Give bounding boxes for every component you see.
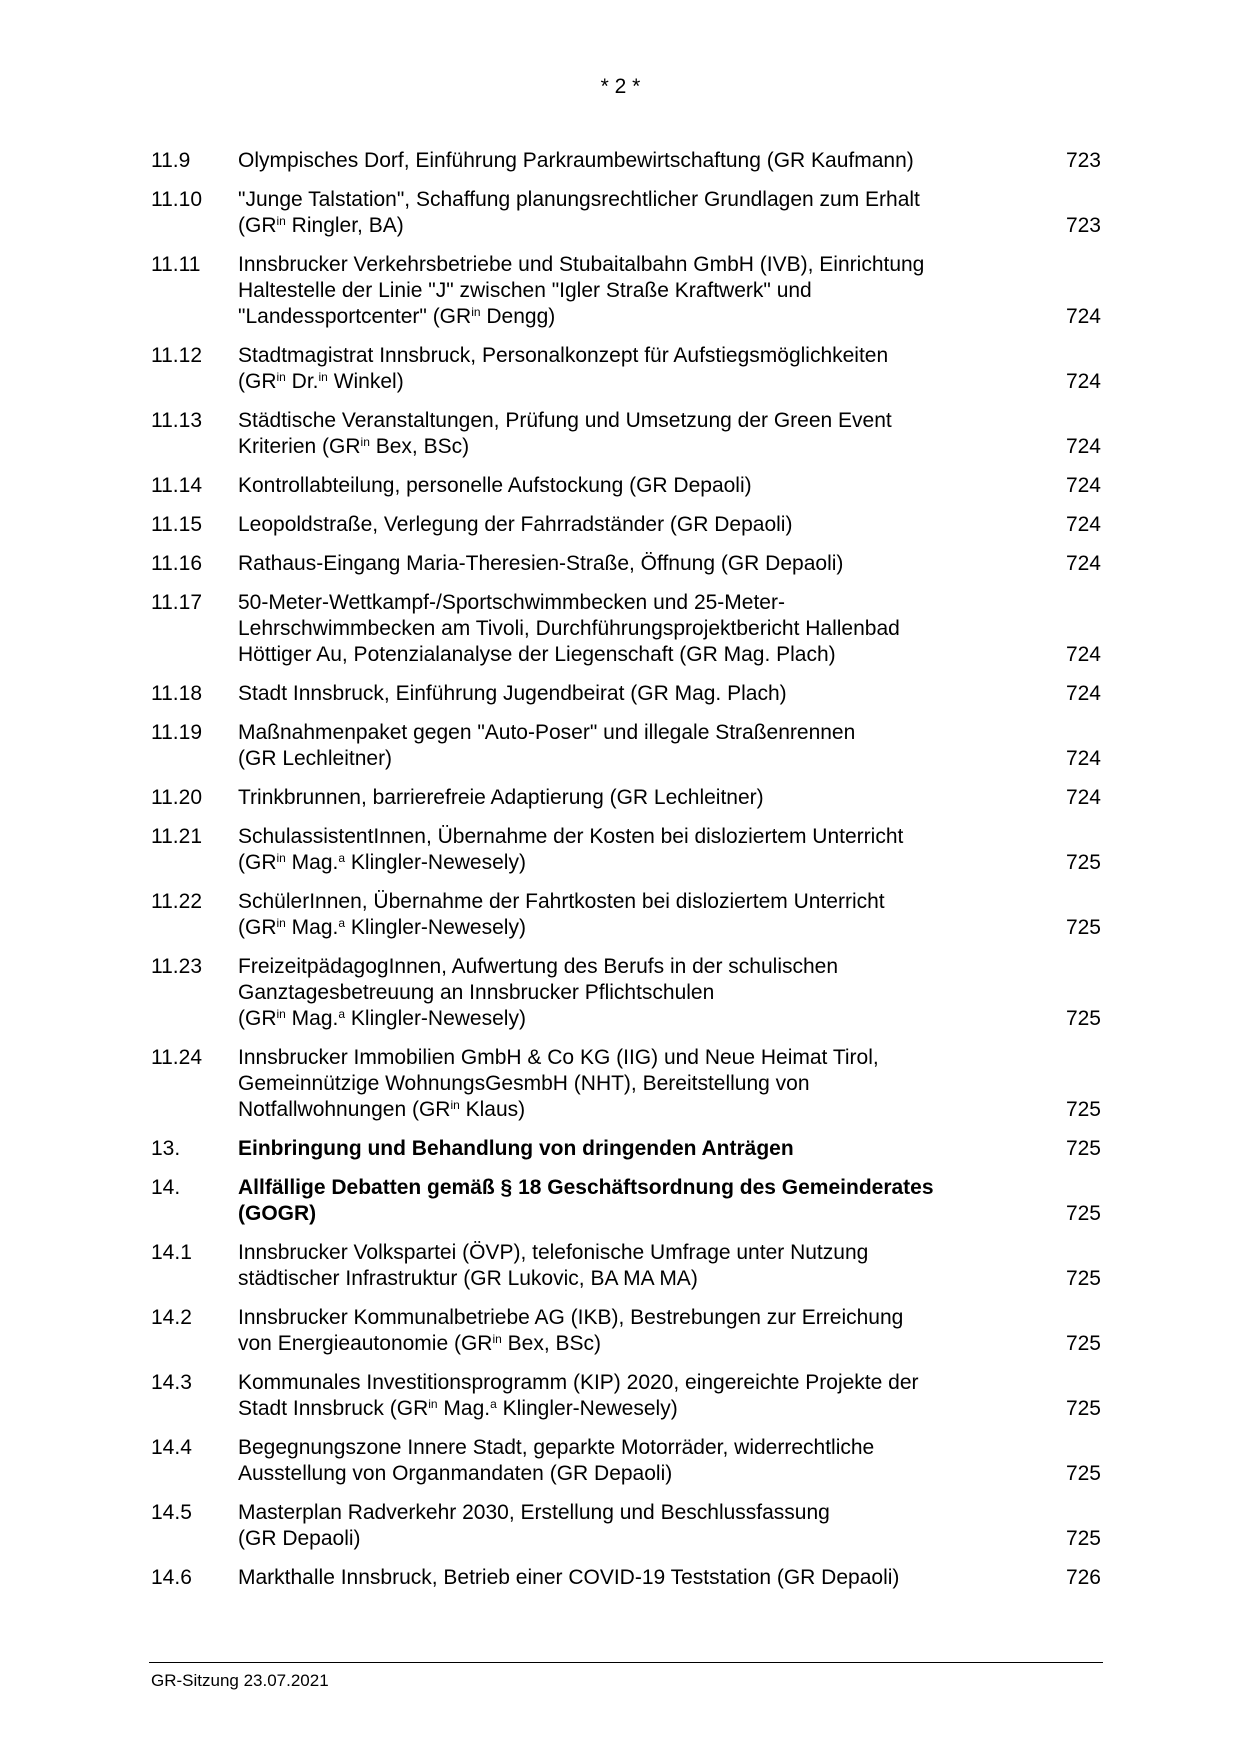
- toc-entry-number: 11.18: [151, 682, 202, 705]
- toc-entry-number: 11.22: [151, 890, 202, 913]
- toc-entry-title-line: Innsbrucker Verkehrsbetriebe und Stubaitalbahn GmbH (IVB), Einrichtung: [238, 253, 925, 276]
- toc-entry-page: 725: [1065, 851, 1101, 874]
- toc-entry-title: [238, 1500, 1008, 1552]
- toc-entry-title-line: ($GR^{in}$ Mag.$^a$ Klingler-Newesely): [238, 1007, 526, 1030]
- toc-entry-number: 11.17: [151, 591, 202, 614]
- toc-entry-number: 11.19: [151, 721, 202, 744]
- toc-entry-number: 11.16: [151, 552, 202, 575]
- toc-entry-title-line: ($GR^{in}$ Ringler, BA): [238, 214, 404, 237]
- toc-entry-number: 11.24: [151, 1046, 202, 1069]
- toc-entry-title: [238, 512, 1008, 538]
- toc-entry-number: 11.10: [151, 188, 202, 211]
- toc-entry-page: 725: [1065, 1267, 1101, 1290]
- toc-entry: [151, 252, 1101, 330]
- toc-entry-title: [238, 473, 1008, 499]
- toc-entry-title-line: Rathaus-Eingang Maria-Theresien-Straße, Öffnung (GR Depaoli): [238, 552, 844, 575]
- toc-entry-number: 14.2: [151, 1306, 192, 1329]
- toc-entry-number: 11.14: [151, 474, 202, 497]
- toc-entry-title-line: 50-Meter-Wettkampf-/Sportschwimmbecken und 25-Meter-: [238, 591, 785, 614]
- toc-entry-title-line: (GR Depaoli): [238, 1527, 361, 1550]
- toc-entry-number: 14.3: [151, 1371, 192, 1394]
- toc-entry-title: [238, 1435, 1008, 1487]
- toc-entry-page: 724: [1065, 747, 1101, 770]
- toc-entry: [151, 1045, 1101, 1123]
- toc-entry-title-line: Trinkbrunnen, barrierefreie Adaptierung (GR Lechleitner): [238, 786, 764, 809]
- page-number: * 2 *: [600, 75, 641, 98]
- toc-entry-title-line: Stadtmagistrat Innsbruck, Personalkonzept für Aufstiegsmöglichkeiten: [238, 344, 889, 367]
- toc-entry-title-line: (GOGR): [238, 1202, 317, 1225]
- toc-entry: [151, 551, 1101, 577]
- toc-entry-title-line: Städtische Veranstaltungen, Prüfung und Umsetzung der Green Event: [238, 409, 892, 432]
- toc-entry-number: 11.23: [151, 955, 202, 978]
- toc-entry-page: 725: [1065, 916, 1101, 939]
- toc-entry-title-line: ($GR^{in}$ Mag.$^a$ Klingler-Newesely): [238, 916, 526, 939]
- toc-entry: [151, 954, 1101, 1032]
- toc-entry-page: 724: [1065, 513, 1101, 536]
- toc-entry-title: [238, 343, 1008, 395]
- toc-entry-page: 724: [1065, 552, 1101, 575]
- toc-entry-title: [238, 1370, 1008, 1422]
- toc-entry-title-line: Ausstellung von Organmandaten (GR Depaoli): [238, 1462, 673, 1485]
- toc-entry-title: [238, 1565, 1008, 1591]
- toc-entry: [151, 1370, 1101, 1422]
- toc-entry-title-line: Markthalle Innsbruck, Betrieb einer COVID-19 Teststation (GR Depaoli): [238, 1566, 900, 1589]
- toc-entry-title-line: Einbringung und Behandlung von dringenden Anträgen: [238, 1137, 794, 1160]
- toc-entry-page: 726: [1065, 1566, 1101, 1589]
- toc-entry-title-line: Lehrschwimmbecken am Tivoli, Durchführungsprojektbericht Hallenbad: [238, 617, 900, 640]
- toc-entry: [151, 889, 1101, 941]
- toc-entry-title-line: Masterplan Radverkehr 2030, Erstellung und Beschlussfassung: [238, 1501, 830, 1524]
- toc-entry: [151, 408, 1101, 460]
- footer-session-date: GR-Sitzung 23.07.2021: [151, 1671, 329, 1690]
- toc-entry-title-line: "Landessportcenter" ($GR^{in}$ Dengg): [238, 305, 556, 328]
- toc-entry-title-line: Innsbrucker Immobilien GmbH & Co KG (IIG) und Neue Heimat Tirol,: [238, 1046, 879, 1069]
- toc-entry-number: 11.12: [151, 344, 202, 367]
- toc-entry: [151, 1175, 1101, 1227]
- toc-entry-title-line: Stadt Innsbruck, Einführung Jugendbeirat (GR Mag. Plach): [238, 682, 787, 705]
- toc-entry-number: 14.5: [151, 1501, 192, 1524]
- table-of-contents: [151, 148, 1101, 1604]
- toc-entry-title-line: Ganztagesbetreuung an Innsbrucker Pflichtschulen: [238, 981, 715, 1004]
- toc-entry-page: 725: [1065, 1527, 1101, 1550]
- toc-entry-title-line: Innsbrucker Volkspartei (ÖVP), telefonische Umfrage unter Nutzung: [238, 1241, 869, 1264]
- toc-entry-number: 13.: [151, 1137, 181, 1160]
- toc-entry-number: 11.11: [151, 253, 201, 276]
- toc-entry-page: 724: [1065, 682, 1101, 705]
- toc-entry-title: [238, 408, 1008, 460]
- toc-entry-title: [238, 1175, 1008, 1227]
- toc-entry-number: 14.6: [151, 1566, 192, 1589]
- toc-entry-title: [238, 720, 1008, 772]
- toc-entry-number: 14.4: [151, 1436, 192, 1459]
- toc-entry-number: 11.20: [151, 786, 202, 809]
- toc-entry-title-line: "Junge Talstation", Schaffung planungsrechtlicher Grundlagen zum Erhalt: [238, 188, 920, 211]
- toc-entry-number: 11.13: [151, 409, 202, 432]
- toc-entry-page: 725: [1065, 1332, 1101, 1355]
- toc-entry-number: 11.9: [151, 149, 191, 172]
- toc-entry-title-line: Kriterien ($GR^{in}$ Bex, BSc): [238, 435, 470, 458]
- toc-entry: [151, 473, 1101, 499]
- toc-entry-number: 11.15: [151, 513, 202, 536]
- toc-entry: [151, 1500, 1101, 1552]
- toc-entry-title-line: städtischer Infrastruktur (GR Lukovic, BA MA MA): [238, 1267, 698, 1290]
- toc-entry-title: [238, 1305, 1008, 1357]
- toc-entry-title: [238, 954, 1008, 1032]
- toc-entry-title-line: Haltestelle der Linie "J" zwischen "Igler Straße Kraftwerk" und: [238, 279, 812, 302]
- toc-entry-title-line: Allfällige Debatten gemäß § 18 Geschäftsordnung des Gemeinderates: [238, 1176, 934, 1199]
- toc-entry-title-line: FreizeitpädagogInnen, Aufwertung des Berufs in der schulischen: [238, 955, 839, 978]
- toc-entry-page: 724: [1065, 305, 1101, 328]
- toc-entry-title: [238, 1136, 1008, 1162]
- toc-entry-title-line: SchulassistentInnen, Übernahme der Kosten bei disloziertem Unterricht: [238, 825, 904, 848]
- toc-entry-title: [238, 681, 1008, 707]
- toc-entry-title-line: Leopoldstraße, Verlegung der Fahrradständer (GR Depaoli): [238, 513, 793, 536]
- toc-entry: [151, 785, 1101, 811]
- toc-entry-title: [238, 1240, 1008, 1292]
- toc-entry-title-line: Notfallwohnungen ($GR^{in}$ Klaus): [238, 1098, 526, 1121]
- toc-entry: [151, 1240, 1101, 1292]
- toc-entry-page: 724: [1065, 786, 1101, 809]
- toc-entry-page: 725: [1065, 1397, 1101, 1420]
- toc-entry-title: [238, 590, 1008, 668]
- toc-entry-number: 11.21: [151, 825, 202, 848]
- toc-entry-title: [238, 1045, 1008, 1123]
- toc-entry-page: 724: [1065, 370, 1101, 393]
- toc-entry-page: 724: [1065, 435, 1101, 458]
- toc-entry-title: [238, 824, 1008, 876]
- toc-entry: [151, 187, 1101, 239]
- toc-entry-title-line: von Energieautonomie ($GR^{in}$ Bex, BSc): [238, 1332, 602, 1355]
- toc-entry: [151, 824, 1101, 876]
- toc-entry-title-line: Stadt Innsbruck ($GR^{in}$ Mag.$^a$ Klingler-Newesely): [238, 1397, 678, 1420]
- toc-entry: [151, 148, 1101, 174]
- toc-entry-number: 14.: [151, 1176, 181, 1199]
- toc-entry-title-line: Höttiger Au, Potenzialanalyse der Liegenschaft (GR Mag. Plach): [238, 643, 836, 666]
- toc-entry-page: 725: [1065, 1202, 1101, 1225]
- toc-entry: [151, 590, 1101, 668]
- toc-entry-title-line: Begegnungszone Innere Stadt, geparkte Motorräder, widerrechtliche: [238, 1436, 875, 1459]
- toc-entry-page: 724: [1065, 474, 1101, 497]
- toc-entry: [151, 1435, 1101, 1487]
- toc-entry-title-line: (GR Lechleitner): [238, 747, 393, 770]
- toc-entry-title-line: Gemeinnützige WohnungsGesmbH (NHT), Bereitstellung von: [238, 1072, 810, 1095]
- toc-entry-page: 723: [1065, 214, 1101, 237]
- toc-entry: [151, 720, 1101, 772]
- toc-entry-title-line: Innsbrucker Kommunalbetriebe AG (IKB), Bestrebungen zur Erreichung: [238, 1306, 904, 1329]
- footer-divider: [149, 1662, 1103, 1663]
- toc-entry-title-line: Olympisches Dorf, Einführung Parkraumbewirtschaftung (GR Kaufmann): [238, 149, 914, 172]
- toc-entry-title: [238, 252, 1008, 330]
- toc-entry-title-line: ($GR^{in}$ Mag.$^a$ Klingler-Newesely): [238, 851, 526, 874]
- toc-entry-title-line: SchülerInnen, Übernahme der Fahrtkosten bei disloziertem Unterricht: [238, 890, 885, 913]
- toc-entry: [151, 1305, 1101, 1357]
- toc-entry-title: [238, 187, 1008, 239]
- toc-entry-page: 723: [1065, 149, 1101, 172]
- toc-entry-title: [238, 551, 1008, 577]
- toc-entry-title-line: Kommunales Investitionsprogramm (KIP) 2020, eingereichte Projekte der: [238, 1371, 919, 1394]
- toc-entry-page: 724: [1065, 643, 1101, 666]
- toc-entry-title: [238, 785, 1008, 811]
- toc-entry: [151, 343, 1101, 395]
- toc-entry-title: [238, 889, 1008, 941]
- toc-entry-title: [238, 148, 1008, 174]
- toc-entry-page: 725: [1065, 1098, 1101, 1121]
- toc-entry-page: 725: [1065, 1462, 1101, 1485]
- toc-entry: [151, 1565, 1101, 1591]
- toc-entry-title-line: Kontrollabteilung, personelle Aufstockung (GR Depaoli): [238, 474, 752, 497]
- toc-entry: [151, 681, 1101, 707]
- toc-entry-number: 14.1: [151, 1241, 192, 1264]
- toc-entry: [151, 512, 1101, 538]
- toc-entry-title-line: ($GR^{in}$ Dr.$^{in}$ Winkel): [238, 370, 404, 393]
- toc-entry-title-line: Maßnahmenpaket gegen "Auto-Poser" und illegale Straßenrennen: [238, 721, 856, 744]
- toc-entry: [151, 1136, 1101, 1162]
- toc-entry-page: 725: [1065, 1007, 1101, 1030]
- toc-entry-page: 725: [1065, 1137, 1101, 1160]
